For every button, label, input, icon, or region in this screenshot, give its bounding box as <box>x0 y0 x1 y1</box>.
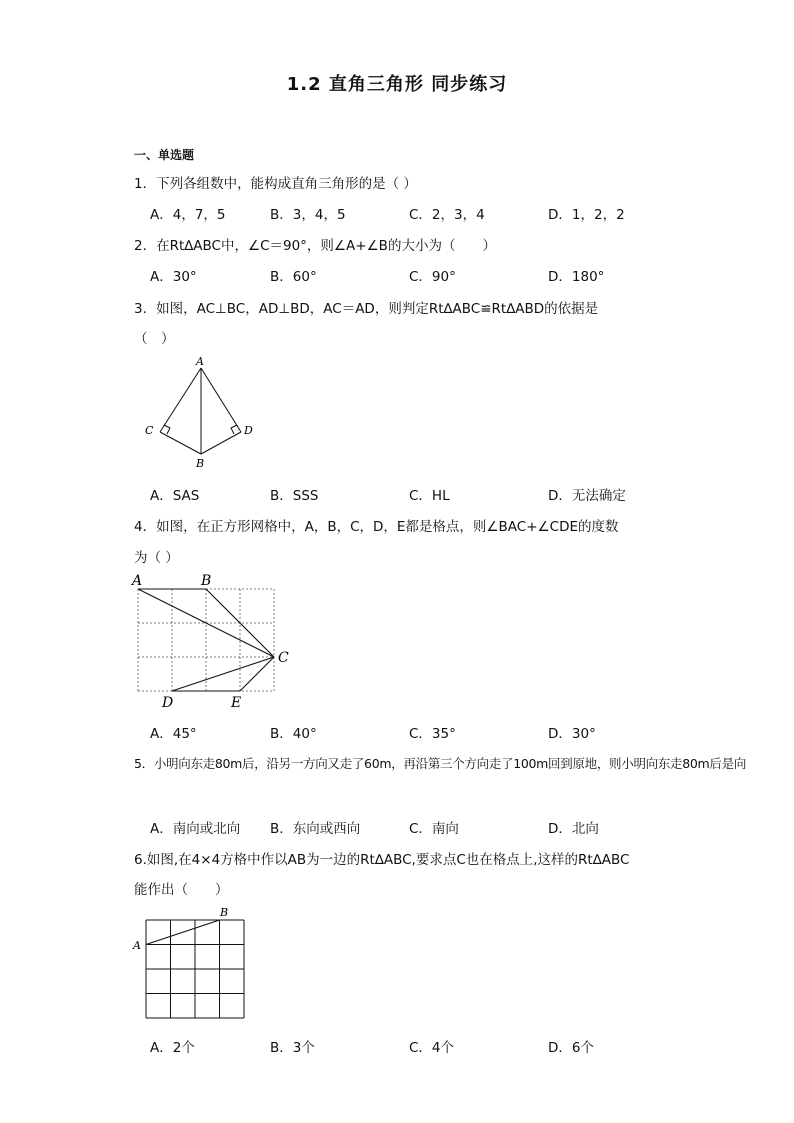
point-label-c: C <box>145 424 154 437</box>
page-title: 1.2 直角三角形 同步练习 <box>286 74 508 95</box>
question-1-option-d[interactable]: D．1，2，2 <box>548 207 625 223</box>
question-5-stem: 5．小明向东走80m后，沿另一方向又走了60m，再沿第三个方向走了100m回到原地，则小明向东走80m后是向 <box>134 756 747 771</box>
question-1-options <box>134 203 694 223</box>
square-grid <box>146 920 244 1018</box>
question-6-stem: 6.如图,在4×4方格中作以AB为一边的Rt∆ABC,要求点C也在格点上,这样的Rt∆ABC <box>134 852 630 868</box>
question-3-stem: 3．如图，AC⊥BC，AD⊥BD，AC＝AD，则判定Rt∆ABC≌Rt∆ABD的依据是 <box>134 301 599 317</box>
question-1-option-b[interactable]: B．3，4，5 <box>270 207 346 223</box>
segment-dc <box>172 657 274 691</box>
question-6-stem-continued: 能作出（ ） <box>134 882 229 898</box>
question-6-option-a[interactable]: A．2个 <box>150 1040 195 1056</box>
question-5-option-d[interactable]: D．北向 <box>548 821 599 837</box>
question-4-stem-continued: 为（ ） <box>134 550 179 566</box>
question-3-stem-continued: （ ） <box>134 331 175 347</box>
question-5-option-a[interactable]: A．南向或北向 <box>150 821 241 837</box>
question-1-option-c[interactable]: C．2，3，4 <box>409 207 485 223</box>
question-3-option-a[interactable]: A．SAS <box>150 488 200 504</box>
point-label-b: B <box>220 906 229 919</box>
question-1-stem: 1．下列各组数中，能构成直角三角形的是（ ） <box>134 176 417 192</box>
dotted-grid <box>138 589 274 691</box>
question-4-option-d[interactable]: D．30° <box>548 726 596 742</box>
question-4-options <box>134 722 694 742</box>
question-4-figure <box>128 570 303 712</box>
question-4-option-a[interactable]: A．45° <box>150 726 197 742</box>
point-label-a: A <box>196 355 204 368</box>
point-label-e: E <box>231 695 242 711</box>
question-3-options <box>134 484 694 504</box>
segment-db <box>201 432 241 454</box>
question-6-figure <box>128 902 253 1027</box>
segment-ad <box>201 368 241 432</box>
question-6-option-c[interactable]: C．4个 <box>409 1040 455 1056</box>
point-label-d: D <box>244 424 253 437</box>
question-2-option-a[interactable]: A．30° <box>150 269 197 285</box>
question-5-option-b[interactable]: B．东向或西向 <box>270 821 361 837</box>
question-2-stem: 2．在Rt∆ABC中，∠C＝90°，则∠A+∠B的大小为（ ） <box>134 238 496 254</box>
question-4-option-c[interactable]: C．35° <box>409 726 456 742</box>
question-5-option-c[interactable]: C．南向 <box>409 821 459 837</box>
section-heading: 一、单选题 <box>134 148 195 162</box>
point-label-b: B <box>196 457 205 470</box>
question-4-stem: 4．如图，在正方形网格中，A，B，C，D，E都是格点，则∠BAC+∠CDE的度数 <box>134 519 619 535</box>
right-angle-mark-c <box>164 425 170 434</box>
question-2-option-b[interactable]: B．60° <box>270 269 317 285</box>
question-2-option-d[interactable]: D．180° <box>548 269 605 285</box>
right-angle-mark-d <box>231 425 237 434</box>
question-3-option-c[interactable]: C．HL <box>409 488 450 504</box>
segment-ab <box>146 920 220 945</box>
point-label-d: D <box>162 695 174 711</box>
question-1-option-a[interactable]: A．4，7，5 <box>150 207 226 223</box>
question-2-options <box>134 265 694 285</box>
point-label-c: C <box>278 650 289 666</box>
point-label-a: A <box>132 573 143 589</box>
point-label-b: B <box>201 573 212 589</box>
segment-cb <box>160 432 201 454</box>
question-6-options <box>134 1036 694 1056</box>
question-3-option-b[interactable]: B．SSS <box>270 488 319 504</box>
question-3-option-d[interactable]: D．无法确定 <box>548 488 626 504</box>
question-5-options <box>134 817 694 837</box>
point-label-a: A <box>133 939 141 952</box>
question-6-option-d[interactable]: D．6个 <box>548 1040 594 1056</box>
question-6-option-b[interactable]: B．3个 <box>270 1040 315 1056</box>
segment-ac <box>160 368 201 432</box>
question-4-option-b[interactable]: B．40° <box>270 726 317 742</box>
question-2-option-c[interactable]: C．90° <box>409 269 456 285</box>
question-3-figure <box>138 350 263 475</box>
